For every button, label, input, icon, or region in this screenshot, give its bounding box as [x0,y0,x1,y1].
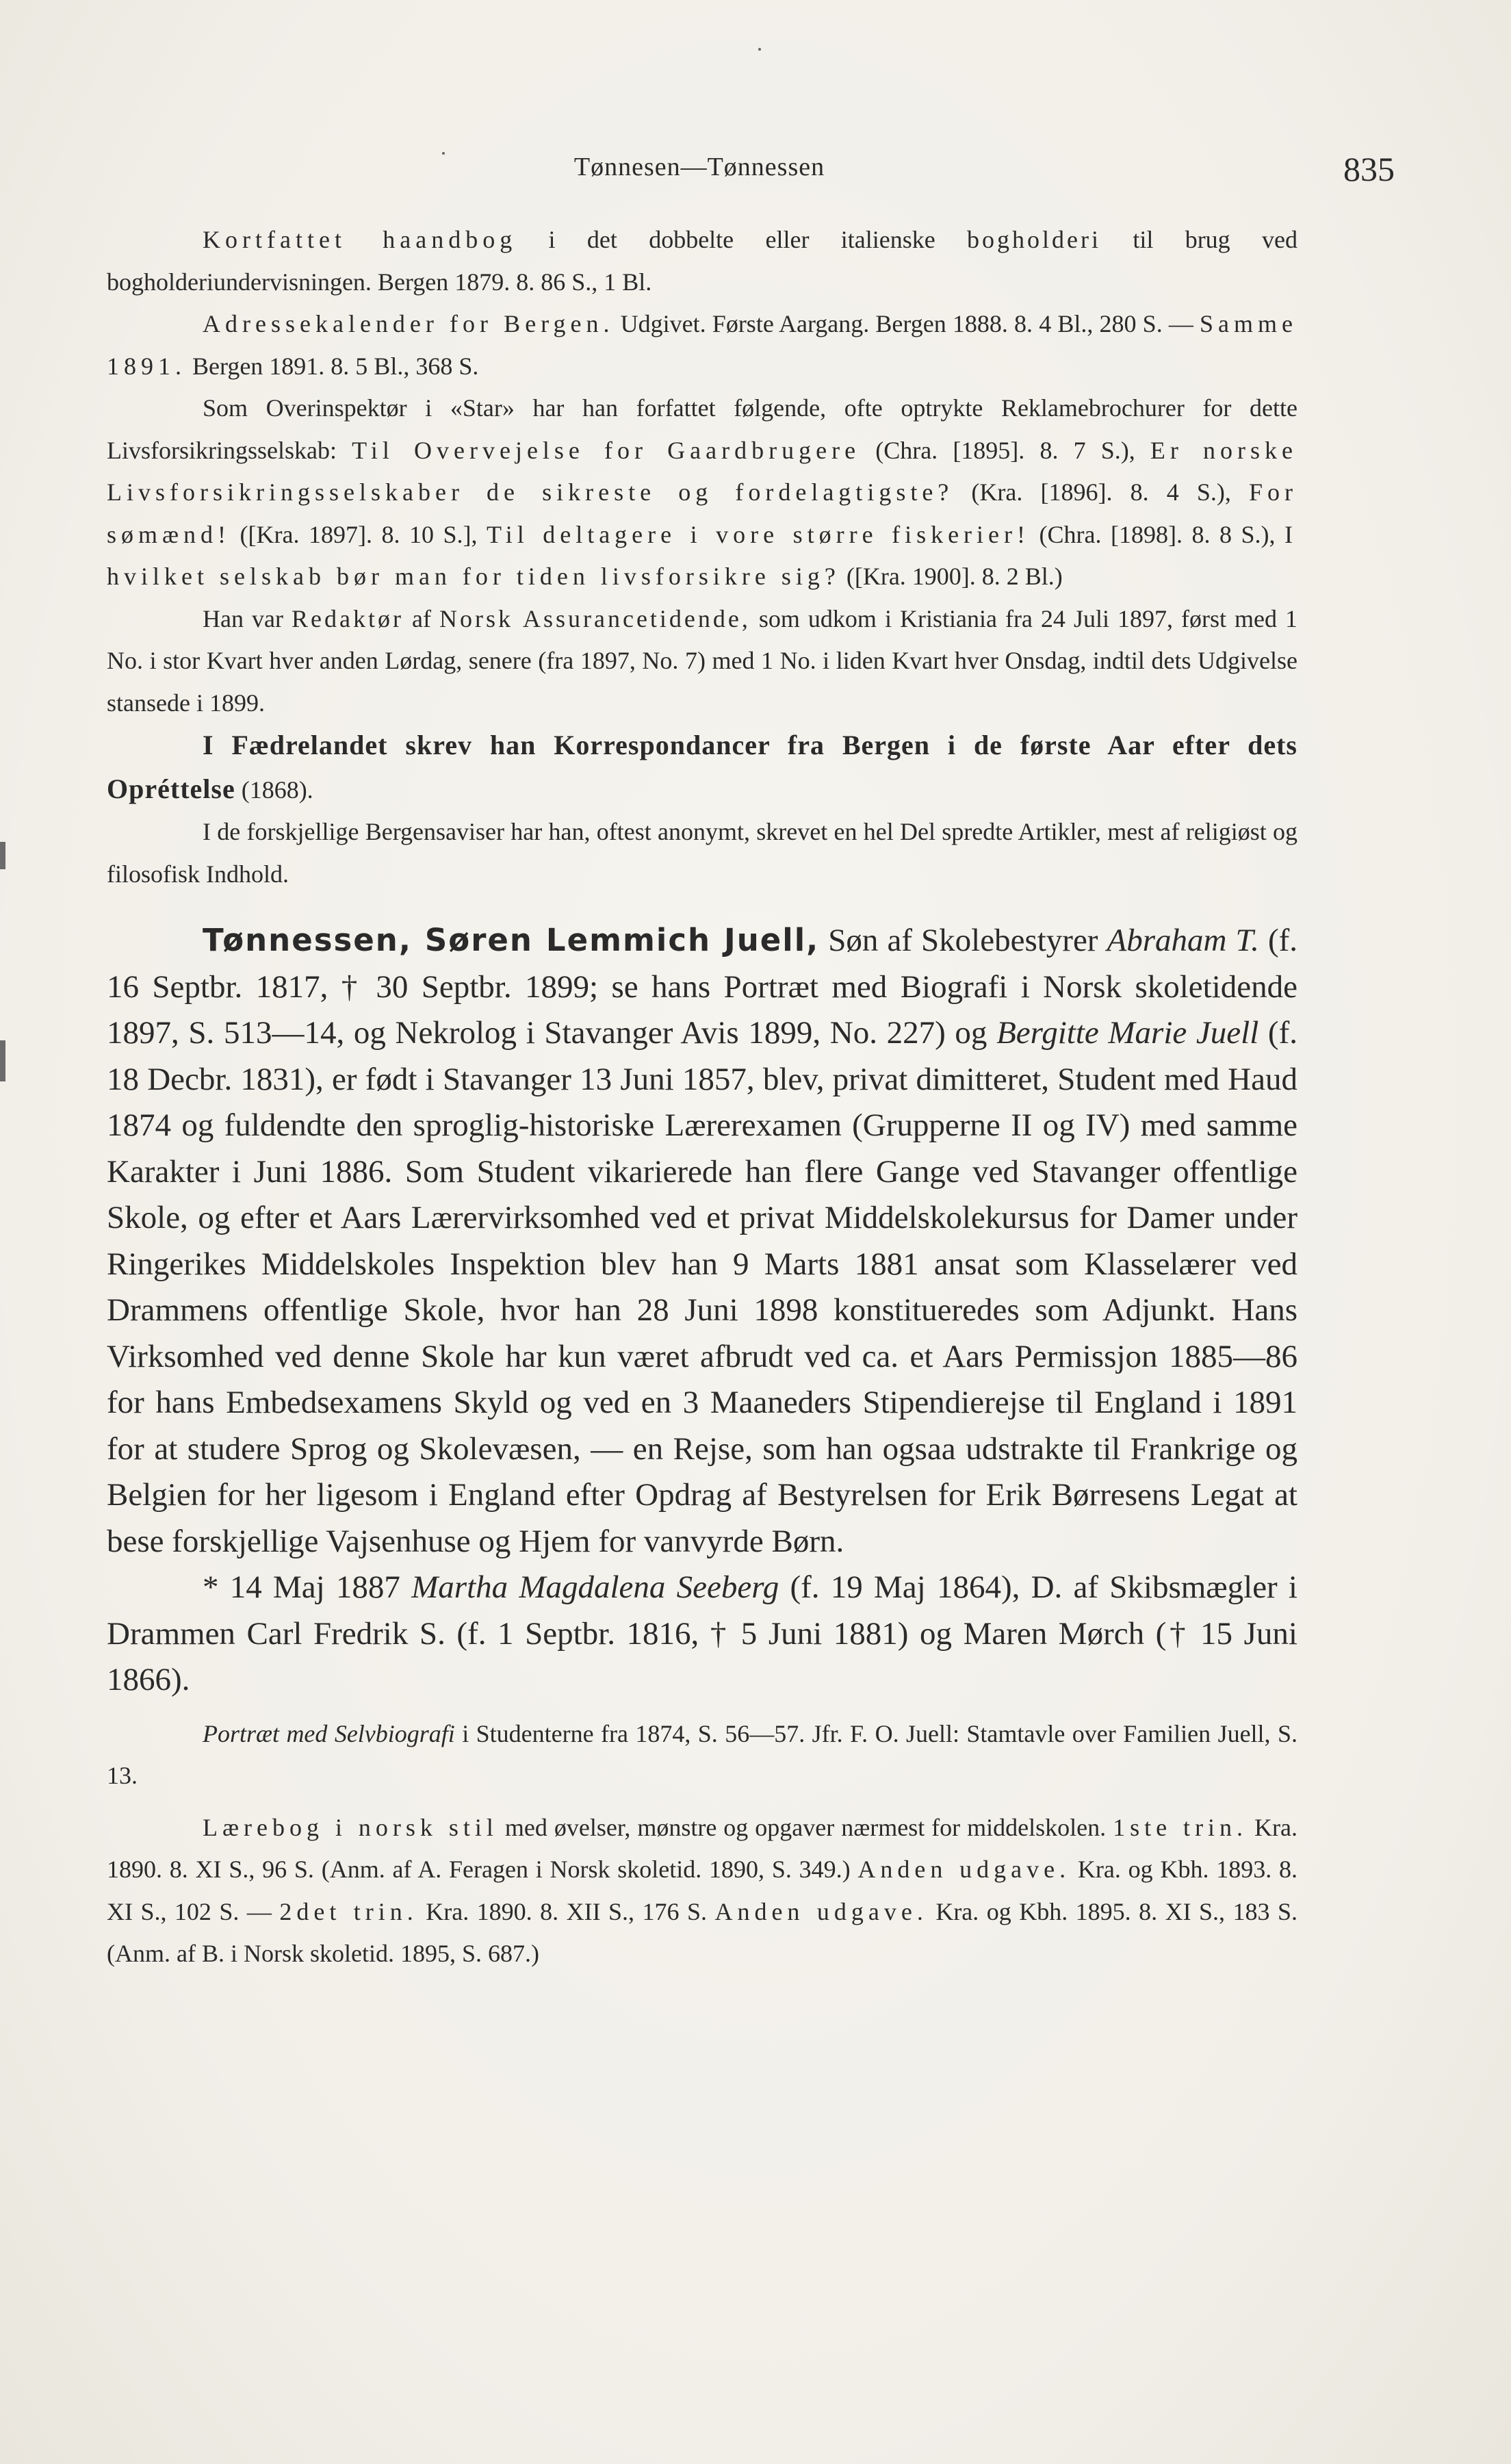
text: I de forskjellige Bergensaviser har han, oftest anonymt, skrevet en hel Del spredte Artikler, mest af religiøst og filosofisk Indhold. [107,818,1297,888]
text: i det dobbelte eller italienske [517,226,968,253]
text: (Chra. [1898]. 8. 8 S.), [1030,520,1284,548]
entry-faedrelandet [107,724,1297,811]
italic-name: Abraham T. [1107,923,1259,958]
title-text: Til deltagere i vore større fiskerier! [486,520,1031,548]
title-text: Redaktør [291,604,404,632]
text: (Kra. [1896]. 8. 4 S.), [953,478,1249,506]
title-text: Er norske Livsforsikringsselskaber de sikreste og fordelagtigste? [107,436,1297,506]
title-text: Anden udgave. [857,1856,1071,1883]
scan-edge-mark [0,1040,5,1081]
biography-entry-head [107,917,1297,1565]
entry-reklamebrochurer [107,387,1297,598]
italic-name: Bergitte Marie Juell [996,1015,1259,1051]
text: Han var [203,604,292,632]
entry-redaktor [107,598,1297,725]
title-text: For sømænd! [107,478,1297,548]
text: med øvelser, mønstre og opgaver nærmest for middelskolen. [498,1813,1113,1841]
entry-adressekalender [107,303,1297,387]
title-text: Samme 1891. [107,310,1298,380]
scan-speck [758,48,761,51]
entry-bergensaviser [107,811,1297,895]
italic-text: Portræt med Selvbiografi [203,1719,455,1747]
title-text: Anden udgave. [714,1897,928,1925]
text: (f. 18 Decbr. 1831), er født i Stavanger 13 Juni 1857, blev, privat dimitteret, Student med Haud 1874 og fuldendte den sproglig-historiske Lærerexamen (Grupperne II og IV) med samme Karakter i Juni 1886. Som Student vikarierede han flere Gange ved Stavanger offentlige Skole, og efter et Aars Lærervirksomhed ved et privat Middelskolekursus for Damer under Ringerikes Middelskoles Inspektion blev han 9 Marts 1881 ansat som Klasselærer ved Drammens offentlige Skole, hvor han 28 Juni 1898 konstitueredes som Adjunkt. Hans Virksomhed ved denne Skole har kun været afbrudt ved ca. et Aars Permissjon 1885—86 for hans Embedsexamens Skyld og ved en 3 Maaneders Stipendierejse til England i 1891 for at studere Sprog og Skolevæsen, — en Rejse, som han ogsaa udstrakte til Frankrige og Belgien for her ligesom i England efter Opdrag af Bestyrelsen for Erik Børresens Legat at bese forskjellige Vajsenhuse og Hjem for vanvyrde Børn. [107,1015,1297,1559]
scan-edge-mark [0,842,5,869]
title-text: Til Overvejelse for Gaardbrugere [352,436,861,464]
text: Kra. 1890. 8. XI S., 96 S. (Anm. af A. Feragen i Norsk skoletid. 1890, S. 349.) [107,1813,1298,1883]
title-text: Norsk Assurancetidende, [439,604,751,632]
text: af [403,604,439,632]
text: Kra. og Kbh. 1895. 8. XI S., 183 S. (Anm. af B. i Norsk skoletid. 1895, S. 687.) [107,1897,1297,1967]
spacer [107,1704,1297,1713]
text: Søn af Skolebestyrer [819,923,1107,958]
title-text: Kortfattet haandbog [203,226,517,253]
title-text: Adressekalender for Bergen. [203,310,615,337]
text: Udgivet. Første Aargang. Bergen 1888. 8. 4 Bl., 280 S. — [614,310,1200,337]
entry-kortfattet-haandbog [107,219,1297,303]
text: Kra. 1890. 8. XII S., 176 S. [417,1897,715,1925]
text: ([Kra. 1897]. 8. 10 S.], [231,520,487,548]
title-text: Lærebog i norsk stil [203,1813,498,1841]
text: Kra. og Kbh. 1893. 8. XI S., 102 S. — [107,1856,1297,1925]
italic-name: Martha Magdalena Seeberg [411,1569,779,1605]
spacer [107,895,1297,917]
text: som udkom i Kristiania fra 24 Juli 1897, først med 1 No. i stor Kvart hver anden Lørdag, senere (fra 1897, No. 7) med 1 No. i liden Kvart hver Onsdag, indtil dets Udgivelse stansede i 1899. [107,604,1297,717]
title-text: 1ste trin. [1113,1813,1248,1841]
page-body [107,219,1297,1975]
title-text: I hvilket selskab bør man for tiden livsforsikre sig? [107,520,1297,590]
text: (1868). [235,775,313,804]
entry-laerebog [107,1807,1297,1975]
biography-sources [107,1713,1297,1797]
spacer [107,1797,1297,1807]
title-text: bogholderi [967,226,1102,253]
text: (Chra. [1895]. 8. 7 S.), [860,436,1150,464]
text: i Studenterne fra 1874, S. 56—57. Jfr. F. O. Juell: Stamtavle over Familien Juell, S. 13. [107,1719,1297,1789]
text: (f. 16 Septbr. 1817, † 30 Septbr. 1899; se hans Portræt med Biografi i Norsk skoletidende 1897, S. 513—14, og Nekrolog i Stavanger Avis 1899, No. 227) og [107,923,1298,1051]
text: * 14 Maj 1887 [203,1569,412,1605]
page-header [107,150,1395,200]
text: til brug ved bogholderiundervisningen. Bergen 1879. 8. 86 S., 1 Bl. [107,226,1297,296]
running-head: Tønnesen—Tønnessen [573,153,825,181]
page-number: 835 [1343,150,1395,188]
text: Bergen 1891. 8. 5 Bl., 368 S. [186,352,479,380]
text: (f. 19 Maj 1864), D. af Skibsmægler i Drammen Carl Fredrik S. (f. 1 Septbr. 1816, † 5 Juni 1881) og Maren Mørch († 15 Juni 1866). [107,1569,1297,1697]
text: Som Overinspektør i «Star» har han forfattet følgende, ofte optrykte Reklamebrochurer for dette Livsforsikringsselskab: [107,394,1297,464]
biography-marriage [107,1565,1297,1704]
fraktur-text: I Fædrelandet skrev han Korrespondancer fra Bergen i de første Aar efter dets Opréttelse [107,730,1297,804]
text: ([Kra. 1900]. 8. 2 Bl.) [840,563,1063,590]
title-text: 2det trin. [279,1897,418,1925]
entry-name: Tønnessen, Søren Lemmich Juell, [203,922,820,958]
